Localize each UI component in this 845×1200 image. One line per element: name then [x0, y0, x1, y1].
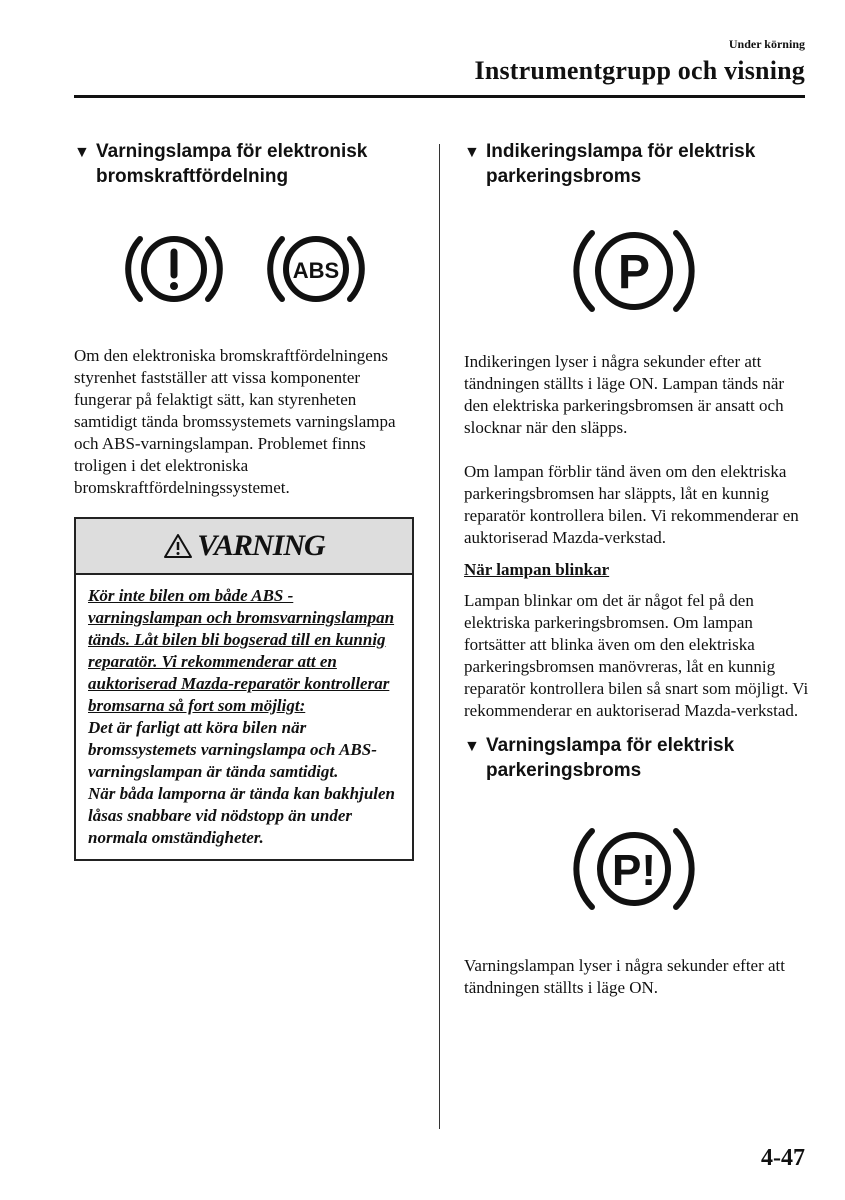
indicator-description-2: Om lampan förblir tänd även om den elektriska parkeringsbromsen har släppts, låt en kunnig reparatör kontrollera bilen. Vi rekommenderar en auktoriserad Mazda-verkstad.: [464, 462, 799, 547]
warning-header: [76, 519, 412, 575]
section-label: Under körning: [728, 37, 805, 51]
blinking-description: Lampan blinkar om det är något fel på den elektriska parkeringsbromsen. Om lampan fortsätter att blinka även om den elektriska parkeringsbromsen manövreras, låt en kunnig reparatör kontrollera bilen så snart som möjligt. Vi rekommenderar en auktoriserad Mazda-verkstad.: [464, 591, 809, 720]
page-title: Instrumentgrupp och visning: [474, 56, 805, 85]
warning-box: [74, 517, 414, 861]
parking-brake-indicator-icon: [464, 219, 809, 329]
parking-warning-description: Varningslampan lyser i några sekunder efter att tändningen ställts i läge ON.: [464, 956, 785, 997]
warning-paragraph-2: När båda lamporna är tända kan bakhjulen låsas snabbare vid nödstopp än under normala omständigheter.: [88, 784, 396, 847]
column-divider: [439, 144, 440, 1129]
left-column: [74, 140, 414, 861]
page-number: 4-47: [761, 1145, 805, 1171]
triangle-bullet-icon: ▼: [74, 144, 90, 161]
abs-icon-label: ABS: [292, 258, 340, 283]
parking-brake-indicator-heading: ▼ Indikeringslampa för elektrisk parkeringsbroms: [464, 141, 756, 187]
parking-brake-warning-icon: [464, 817, 809, 927]
brake-force-warning-heading: ▼ Varningslampa för elektronisk bromskraftfördelning: [74, 141, 368, 187]
warning-underlined-text: Kör inte bilen om både ABS -varningslampan och bromsvarningslampan tänds. Låt bilen bli bogserad till en kunnig reparatör. Vi rekommenderar att en auktoriserad Mazda-reparatör kontrollerar bromsarna så fort som möjligt:: [88, 586, 395, 715]
parking-brake-warning-heading: ▼ Varningslampa för elektrisk parkeringsbroms: [464, 735, 735, 781]
blinking-subheading: När lampan blinkar: [464, 560, 610, 579]
header-divider: [74, 95, 805, 98]
warning-body: [76, 575, 412, 859]
indicator-description-1: Indikeringen lyser i några sekunder efter att tändningen ställts i läge ON. Lampan tänds när den elektriska parkeringsbromsen är ansatt och slocknar när den släpps.: [464, 352, 785, 437]
warning-triangle-icon: [163, 532, 193, 560]
warning-title: VARNING: [197, 529, 325, 562]
brake-force-description: Om den elektroniska bromskraftfördelningens styrenhet fastställer att vissa komponenter fungerar på felaktigt sätt, kan styrenheten samtidigt tända bromssystemets varningslampa och ABS-varningslampan. Problemet finns troligen i det elektroniska bromskraftfördelningssystemet.: [74, 346, 396, 497]
triangle-bullet-icon: ▼: [464, 144, 480, 161]
right-column: [464, 140, 809, 999]
warning-lamp-icons: [74, 225, 374, 325]
abs-warning-icon: [270, 239, 362, 299]
parking-warning-letters: P!: [612, 846, 656, 895]
triangle-bullet-icon: ▼: [464, 738, 480, 755]
warning-paragraph-1: Det är farligt att köra bilen när bromssystemets varningslampa och ABS-varningslampan är tända samtidigt.: [88, 718, 377, 781]
parking-indicator-letter: P: [617, 246, 651, 299]
brake-warning-icon: [128, 239, 220, 299]
